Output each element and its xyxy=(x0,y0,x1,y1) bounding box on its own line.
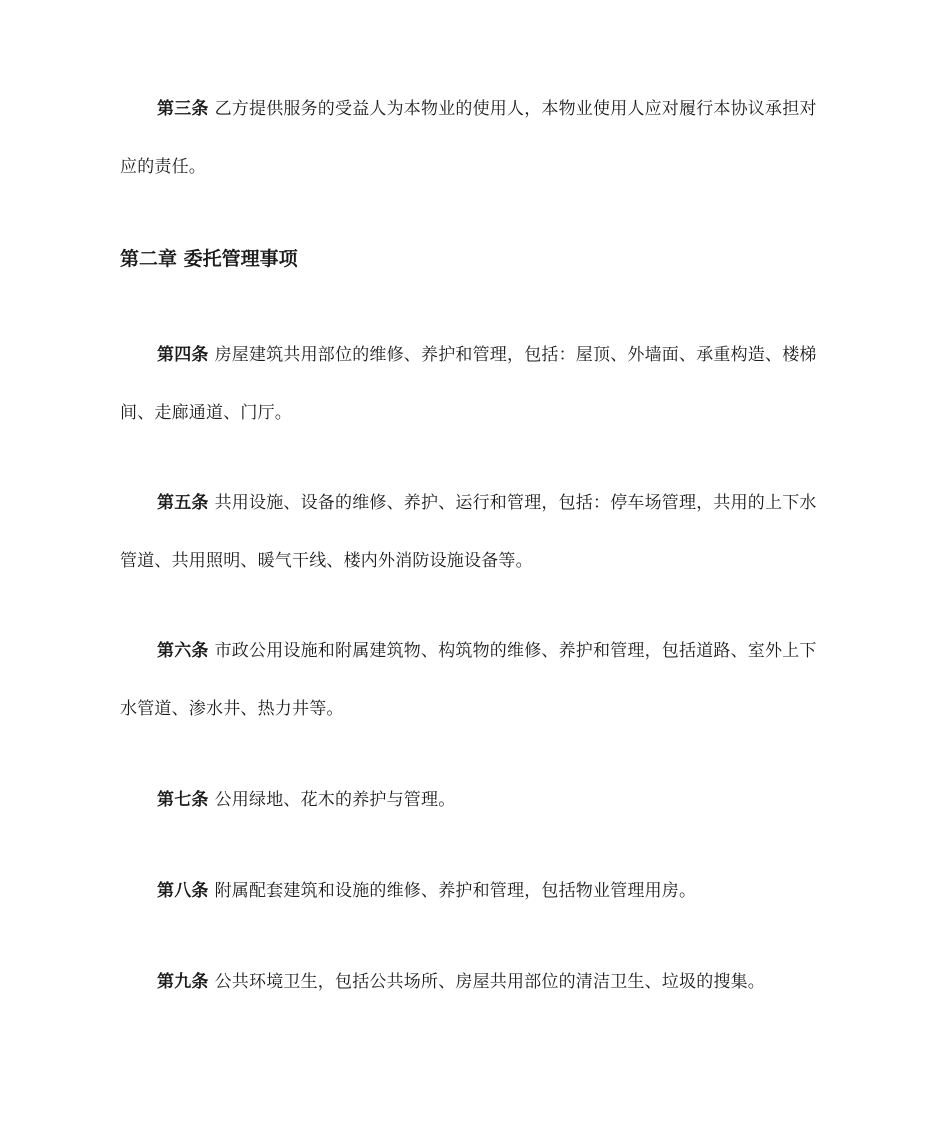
article-3 xyxy=(120,80,832,196)
article-9-text: 公共环境卫生，包括公共场所、房屋共用部位的清洁卫生、垃圾的搜集。 xyxy=(214,972,766,992)
article-5-text: 共用设施、设备的维修、养护、运行和管理，包括：停车场管理，共用的上下水管道、共用照明、暖气干线、楼内外消防设施设备等。 xyxy=(120,493,817,571)
article-7 xyxy=(120,771,832,829)
article-8-label: 第八条 xyxy=(157,881,209,901)
article-5 xyxy=(120,474,832,590)
article-6-label: 第六条 xyxy=(157,641,209,661)
article-7-label: 第七条 xyxy=(157,790,209,810)
article-8 xyxy=(120,862,832,920)
article-3-label: 第三条 xyxy=(157,99,209,119)
article-4-label: 第四条 xyxy=(157,345,209,365)
article-4-text: 房屋建筑共用部位的维修、养护和管理，包括：屋顶、外墙面、承重构造、楼梯间、走廊通道、门厅。 xyxy=(120,345,817,423)
chapter-heading: 第二章 委托管理事项 xyxy=(120,248,298,270)
article-9-label: 第九条 xyxy=(157,972,209,992)
article-4 xyxy=(120,326,832,442)
article-8-text: 附属配套建筑和设施的维修、养护和管理，包括物业管理用房。 xyxy=(214,881,697,901)
article-9 xyxy=(120,953,832,1011)
article-7-text: 公用绿地、花木的养护与管理。 xyxy=(214,790,456,810)
article-6 xyxy=(120,622,832,738)
article-3-text: 乙方提供服务的受益人为本物业的使用人，本物业使用人应对履行本协议承担对应的责任。 xyxy=(120,99,817,177)
article-5-label: 第五条 xyxy=(157,493,209,513)
article-6-text: 市政公用设施和附属建筑物、构筑物的维修、养护和管理，包括道路、室外上下水管道、渗水井、热力井等。 xyxy=(120,641,817,719)
